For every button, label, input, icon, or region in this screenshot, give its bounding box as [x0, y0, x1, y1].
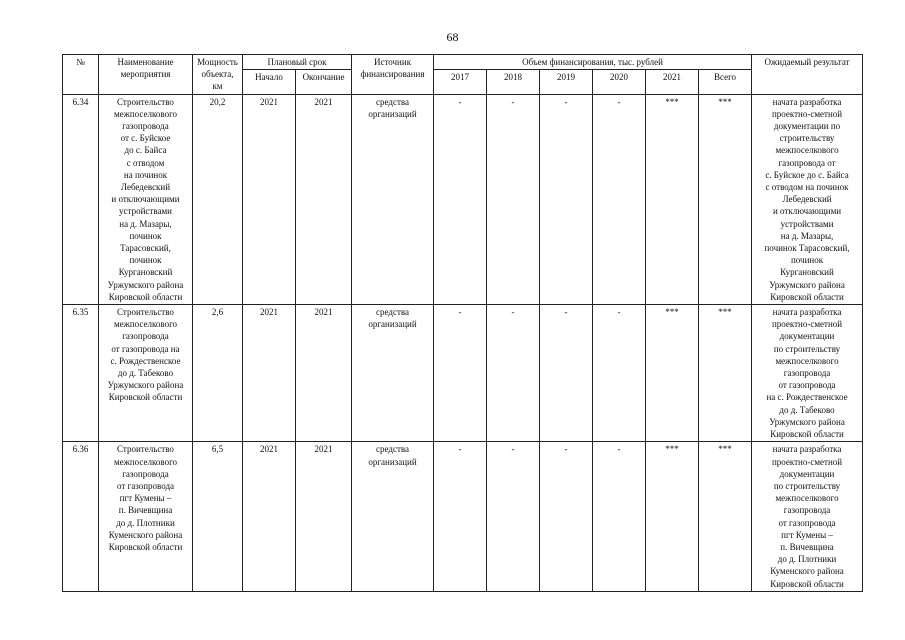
- header-capacity: Мощность объекта, км: [193, 55, 243, 95]
- row-2019: -: [540, 94, 593, 304]
- header-name: Наименование мероприятия: [99, 55, 193, 95]
- row-start: 2021: [243, 305, 296, 442]
- row-2017: -: [434, 94, 487, 304]
- row-2020: -: [593, 305, 646, 442]
- row-2020: -: [593, 94, 646, 304]
- row-result: начата разработка проектно-сметной документации по строительству межпоселкового газопровода от с. Буйское до с. Байса с отводом на починок Лебедевский и отключающими устройствами на д. Мазары, починок Тарасовский, починок Кургановский Уржумского района Кировской области: [752, 94, 863, 304]
- row-2020: -: [593, 442, 646, 592]
- row-2021: ***: [646, 305, 699, 442]
- row-2018: -: [487, 442, 540, 592]
- row-capacity: 2,6: [193, 305, 243, 442]
- row-2018: -: [487, 94, 540, 304]
- table-row: [63, 305, 863, 442]
- table-row: [63, 94, 863, 304]
- row-end: 2021: [296, 305, 352, 442]
- row-2019: -: [540, 442, 593, 592]
- row-2017: -: [434, 305, 487, 442]
- row-2021: ***: [646, 94, 699, 304]
- row-name: Строительство межпоселкового газопровода от с. Буйское до с. Байса с отводом на починок Лебедевский и отключающими устройствами на д. Мазары, починок Тарасовский, починок Кургановский Уржумского района Кировской области: [99, 94, 193, 304]
- header-year-2021: 2021: [646, 70, 699, 94]
- header-total: Всего: [699, 70, 752, 94]
- header-year-2019: 2019: [540, 70, 593, 94]
- row-total: ***: [699, 305, 752, 442]
- row-start: 2021: [243, 94, 296, 304]
- row-capacity: 6,5: [193, 442, 243, 592]
- page-number: 68: [446, 30, 459, 44]
- row-name: Строительство межпоселкового газопровода от газопровода пгт Кумены – п. Вичевщина до д. Плотники Куменского района Кировской области: [99, 442, 193, 592]
- funding-table: [62, 54, 863, 592]
- row-start: 2021: [243, 442, 296, 592]
- header-year-2020: 2020: [593, 70, 646, 94]
- row-num: 6.36: [63, 442, 99, 592]
- row-source: средства организаций: [352, 94, 434, 304]
- row-capacity: 20,2: [193, 94, 243, 304]
- table-row: [63, 442, 863, 592]
- row-num: 6.35: [63, 305, 99, 442]
- header-source: Источник финансирования: [352, 55, 434, 95]
- row-num: 6.34: [63, 94, 99, 304]
- row-end: 2021: [296, 442, 352, 592]
- row-name: Строительство межпоселкового газопровода от газопровода на с. Рождественское до д. Табеково Уржумского района Кировской области: [99, 305, 193, 442]
- header-end: Окончание: [296, 70, 352, 94]
- row-2021: ***: [646, 442, 699, 592]
- header-funding: Объем финансирования, тыс. рублей: [434, 55, 752, 70]
- header-planned-term: Плановый срок: [243, 55, 352, 70]
- header-year-2018: 2018: [487, 70, 540, 94]
- header-num: №: [63, 55, 99, 95]
- row-2017: -: [434, 442, 487, 592]
- row-result: начата разработка проектно-сметной документации по строительству межпоселкового газопровода от газопровода на с. Рождественское до д. Табеково Уржумского района Кировской области: [752, 305, 863, 442]
- row-result: начата разработка проектно-сметной документации по строительству межпоселкового газопровода от газопровода пгт Кумены – п. Вичевщина до д. Плотники Куменского района Кировской области: [752, 442, 863, 592]
- header-start: Начало: [243, 70, 296, 94]
- row-source: средства организаций: [352, 442, 434, 592]
- row-2018: -: [487, 305, 540, 442]
- row-2019: -: [540, 305, 593, 442]
- header-year-2017: 2017: [434, 70, 487, 94]
- row-total: ***: [699, 442, 752, 592]
- row-end: 2021: [296, 94, 352, 304]
- row-source: средства организаций: [352, 305, 434, 442]
- header-result: Ожидаемый результат: [752, 55, 863, 95]
- row-total: ***: [699, 94, 752, 304]
